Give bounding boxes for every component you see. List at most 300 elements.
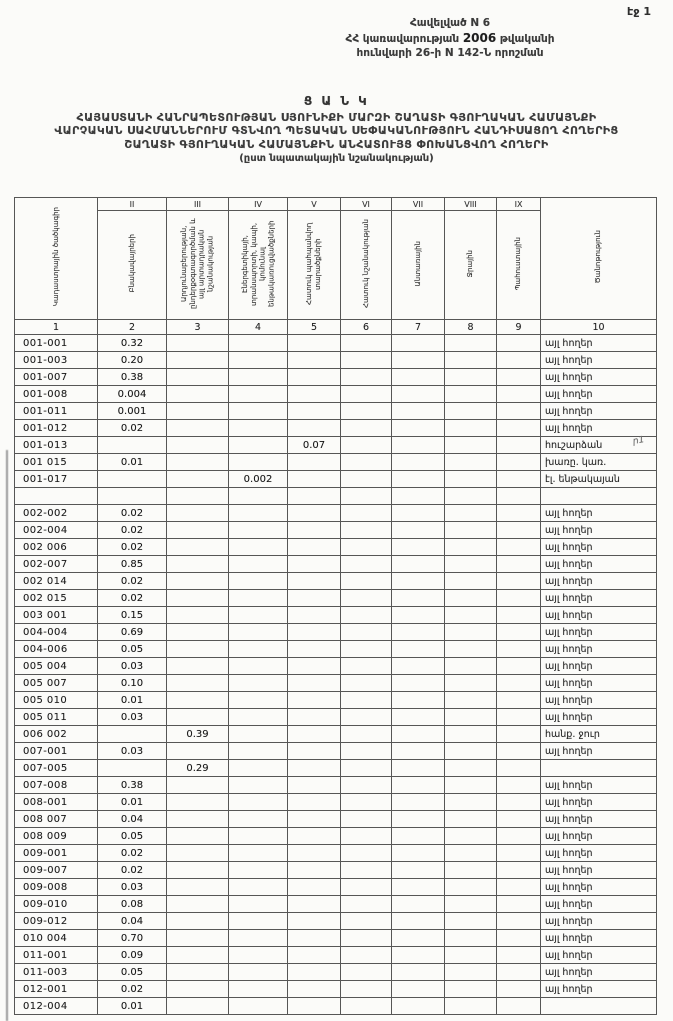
- value-cell: [392, 369, 445, 386]
- table-row: [15, 930, 657, 947]
- value-cell: [392, 743, 445, 760]
- value-cell: 0.38: [98, 777, 167, 794]
- value-cell: [288, 845, 341, 862]
- value-cell: [167, 675, 229, 692]
- value-cell: [167, 624, 229, 641]
- value-cell: [392, 913, 445, 930]
- value-cell: [445, 624, 497, 641]
- value-cell: [497, 488, 541, 505]
- value-cell: [167, 386, 229, 403]
- value-cell: [341, 879, 392, 896]
- value-cell: [229, 743, 288, 760]
- value-cell: [341, 964, 392, 981]
- value-cell: [167, 913, 229, 930]
- category-header-label: Հատուկ նշանակության: [361, 218, 370, 309]
- code-cell: 012-004: [15, 998, 98, 1015]
- value-cell: [167, 420, 229, 437]
- value-cell: [497, 556, 541, 573]
- note-cell: այլ հողեր: [541, 794, 657, 811]
- value-cell: [98, 471, 167, 488]
- code-cell: 008 007: [15, 811, 98, 828]
- table-row: [15, 454, 657, 471]
- value-cell: [341, 726, 392, 743]
- value-cell: 0.05: [98, 828, 167, 845]
- column-numbers-row: [15, 320, 657, 335]
- value-cell: [167, 352, 229, 369]
- scan-edge-artifact: [6, 450, 8, 1021]
- table-row: [15, 981, 657, 998]
- note-cell: այլ հողեր: [541, 505, 657, 522]
- value-cell: [445, 420, 497, 437]
- value-cell: [229, 862, 288, 879]
- value-cell: 0.70: [98, 930, 167, 947]
- table-row: [15, 845, 657, 862]
- value-cell: [229, 437, 288, 454]
- value-cell: [229, 726, 288, 743]
- value-cell: [229, 624, 288, 641]
- value-cell: [288, 913, 341, 930]
- note-cell: այլ հողեր: [541, 981, 657, 998]
- value-cell: [445, 505, 497, 522]
- value-cell: [288, 828, 341, 845]
- annex-year: 2006: [462, 31, 497, 46]
- column-number: 1: [15, 320, 98, 335]
- code-cell: 007-005: [15, 760, 98, 777]
- value-cell: [392, 641, 445, 658]
- value-cell: [445, 743, 497, 760]
- table-row: [15, 573, 657, 590]
- value-cell: [341, 760, 392, 777]
- category-header-label: Բնակավայրերի: [127, 234, 136, 293]
- value-cell: [497, 369, 541, 386]
- value-cell: [229, 981, 288, 998]
- value-cell: [341, 539, 392, 556]
- value-cell: [341, 930, 392, 947]
- value-cell: [445, 590, 497, 607]
- value-cell: [167, 641, 229, 658]
- title-subline: (ըստ նպատակային նշանակության): [239, 153, 434, 165]
- value-cell: [445, 760, 497, 777]
- value-cell: [167, 981, 229, 998]
- value-cell: [341, 845, 392, 862]
- value-cell: [392, 896, 445, 913]
- value-cell: [288, 488, 341, 505]
- note-cell: այլ հողեր: [541, 913, 657, 930]
- value-cell: [341, 794, 392, 811]
- value-cell: [497, 777, 541, 794]
- value-cell: [392, 777, 445, 794]
- value-cell: 0.04: [98, 811, 167, 828]
- roman-numeral: III: [167, 198, 229, 211]
- value-cell: [98, 437, 167, 454]
- value-cell: [392, 437, 445, 454]
- value-cell: [167, 930, 229, 947]
- note-cell: այլ հողեր: [541, 692, 657, 709]
- value-cell: [341, 573, 392, 590]
- note-cell: այլ հողեր: [541, 879, 657, 896]
- value-cell: [392, 488, 445, 505]
- code-cell: 001-003: [15, 352, 98, 369]
- value-cell: [341, 743, 392, 760]
- value-cell: [497, 760, 541, 777]
- note-cell: այլ հողեր: [541, 709, 657, 726]
- value-cell: [288, 862, 341, 879]
- table-row: [15, 794, 657, 811]
- value-cell: [392, 692, 445, 709]
- code-cell: 001-013: [15, 437, 98, 454]
- code-cell: 009-007: [15, 862, 98, 879]
- value-cell: [229, 828, 288, 845]
- value-cell: [445, 658, 497, 675]
- table-row: [15, 692, 657, 709]
- value-cell: 0.10: [98, 675, 167, 692]
- value-cell: [341, 913, 392, 930]
- column-number: 3: [167, 320, 229, 335]
- annex-reference-block: [316, 16, 584, 61]
- note-cell: այլ հողեր: [541, 930, 657, 947]
- value-cell: [288, 675, 341, 692]
- value-cell: 0.002: [229, 471, 288, 488]
- value-cell: [288, 573, 341, 590]
- value-cell: 0.09: [98, 947, 167, 964]
- value-cell: [229, 811, 288, 828]
- value-cell: [392, 624, 445, 641]
- note-cell: էլ. ենթակայան: [541, 471, 657, 488]
- code-cell: 005 011: [15, 709, 98, 726]
- value-cell: [497, 386, 541, 403]
- value-cell: [229, 488, 288, 505]
- value-cell: [445, 692, 497, 709]
- table-row: [15, 607, 657, 624]
- value-cell: [392, 998, 445, 1015]
- value-cell: 0.04: [98, 913, 167, 930]
- value-cell: [392, 811, 445, 828]
- value-cell: 0.69: [98, 624, 167, 641]
- value-cell: [341, 896, 392, 913]
- value-cell: [445, 913, 497, 930]
- category-header: [288, 211, 341, 320]
- value-cell: [497, 981, 541, 998]
- value-cell: [445, 675, 497, 692]
- note-cell: հանք. ջուր: [541, 726, 657, 743]
- value-cell: [341, 624, 392, 641]
- value-cell: 0.08: [98, 896, 167, 913]
- value-cell: [445, 709, 497, 726]
- table-row: [15, 862, 657, 879]
- value-cell: 0.03: [98, 743, 167, 760]
- value-cell: [341, 981, 392, 998]
- value-cell: [98, 760, 167, 777]
- note-cell: այլ հողեր: [541, 862, 657, 879]
- code-cell: 001-012: [15, 420, 98, 437]
- value-cell: [229, 998, 288, 1015]
- note-cell: այլ հողեր: [541, 386, 657, 403]
- value-cell: [392, 675, 445, 692]
- value-cell: [341, 471, 392, 488]
- value-cell: [288, 369, 341, 386]
- value-cell: [445, 437, 497, 454]
- value-cell: [445, 726, 497, 743]
- value-cell: [392, 794, 445, 811]
- annex-gov-prefix: ՀՀ կառավարության: [345, 33, 460, 46]
- value-cell: 0.01: [98, 454, 167, 471]
- code-cell: 004-006: [15, 641, 98, 658]
- value-cell: [98, 488, 167, 505]
- value-cell: [167, 709, 229, 726]
- category-header-label: Արդյունաբերության, ընդերքօգտագործման և այլ արտադրական նշանակության: [180, 218, 215, 309]
- value-cell: [445, 879, 497, 896]
- land-table: [14, 197, 657, 1015]
- value-cell: [497, 998, 541, 1015]
- value-cell: [229, 454, 288, 471]
- value-cell: [497, 624, 541, 641]
- value-cell: [445, 947, 497, 964]
- value-cell: [392, 607, 445, 624]
- annex-decision-line: հունվարի 26-ի N 142-Ն որոշման: [356, 47, 544, 60]
- value-cell: [341, 437, 392, 454]
- table-row: [15, 964, 657, 981]
- cadastral-code-header-label: Կադաստրային ծածկագիր: [51, 207, 60, 307]
- value-cell: [288, 981, 341, 998]
- value-cell: [392, 658, 445, 675]
- table-row: [15, 811, 657, 828]
- table-row: [15, 471, 657, 488]
- note-cell: այլ հողեր: [541, 964, 657, 981]
- value-cell: [288, 641, 341, 658]
- roman-numeral: VI: [341, 198, 392, 211]
- value-cell: [229, 522, 288, 539]
- table-row: [15, 624, 657, 641]
- code-cell: 002-002: [15, 505, 98, 522]
- value-cell: [167, 828, 229, 845]
- value-cell: [229, 947, 288, 964]
- value-cell: [167, 692, 229, 709]
- code-cell: 001-007: [15, 369, 98, 386]
- note-cell: այլ հողեր: [541, 539, 657, 556]
- value-cell: [98, 726, 167, 743]
- table-row: [15, 420, 657, 437]
- value-cell: [497, 896, 541, 913]
- value-cell: [167, 590, 229, 607]
- value-cell: [341, 488, 392, 505]
- value-cell: [497, 726, 541, 743]
- value-cell: [288, 352, 341, 369]
- code-cell: 009-012: [15, 913, 98, 930]
- value-cell: 0.01: [98, 692, 167, 709]
- value-cell: [167, 896, 229, 913]
- value-cell: [392, 420, 445, 437]
- note-cell: այլ հողեր: [541, 675, 657, 692]
- value-cell: [497, 794, 541, 811]
- column-number: 10: [541, 320, 657, 335]
- value-cell: 0.02: [98, 845, 167, 862]
- value-cell: [341, 709, 392, 726]
- column-number: 7: [392, 320, 445, 335]
- value-cell: 0.39: [167, 726, 229, 743]
- note-cell: այլ հողեր: [541, 335, 657, 352]
- table-row: [15, 896, 657, 913]
- value-cell: [167, 539, 229, 556]
- value-cell: [497, 352, 541, 369]
- table-row: [15, 675, 657, 692]
- value-cell: [229, 352, 288, 369]
- value-cell: [288, 607, 341, 624]
- table-row: [15, 777, 657, 794]
- table-row: [15, 828, 657, 845]
- value-cell: [497, 811, 541, 828]
- value-cell: [167, 556, 229, 573]
- category-header: [341, 211, 392, 320]
- value-cell: [229, 845, 288, 862]
- value-cell: 0.32: [98, 335, 167, 352]
- value-cell: [392, 862, 445, 879]
- value-cell: [497, 692, 541, 709]
- value-cell: [167, 335, 229, 352]
- value-cell: [229, 556, 288, 573]
- value-cell: [497, 862, 541, 879]
- code-cell: 001 015: [15, 454, 98, 471]
- value-cell: [341, 692, 392, 709]
- value-cell: [497, 590, 541, 607]
- value-cell: [288, 811, 341, 828]
- roman-numeral: IV: [229, 198, 288, 211]
- note-cell: հուշարձան: [541, 437, 657, 454]
- value-cell: [445, 403, 497, 420]
- value-cell: [497, 879, 541, 896]
- value-cell: [288, 743, 341, 760]
- table-row: [15, 913, 657, 930]
- note-cell: այլ հողեր: [541, 896, 657, 913]
- title-caption: Ց Ա Ն Կ: [303, 94, 370, 108]
- value-cell: [392, 403, 445, 420]
- value-cell: [167, 522, 229, 539]
- value-cell: 0.02: [98, 539, 167, 556]
- table-row: [15, 335, 657, 352]
- value-cell: [229, 403, 288, 420]
- note-cell: [541, 760, 657, 777]
- category-header: [445, 211, 497, 320]
- value-cell: [392, 760, 445, 777]
- code-cell: 002 014: [15, 573, 98, 590]
- value-cell: [392, 981, 445, 998]
- value-cell: [392, 879, 445, 896]
- page-number-label: էջ 1: [627, 5, 651, 18]
- value-cell: [392, 573, 445, 590]
- table-row: [15, 947, 657, 964]
- table-row: [15, 709, 657, 726]
- note-cell: այլ հողեր: [541, 403, 657, 420]
- code-cell: 002 015: [15, 590, 98, 607]
- value-cell: [288, 505, 341, 522]
- value-cell: [288, 879, 341, 896]
- value-cell: [445, 794, 497, 811]
- code-cell: 010 004: [15, 930, 98, 947]
- value-cell: [497, 403, 541, 420]
- value-cell: [288, 556, 341, 573]
- value-cell: [497, 573, 541, 590]
- value-cell: 0.03: [98, 709, 167, 726]
- note-cell: այլ հողեր: [541, 947, 657, 964]
- annex-gov-line: [316, 30, 584, 46]
- value-cell: [167, 573, 229, 590]
- annex-title: Հավելված N 6: [409, 17, 491, 29]
- value-cell: [288, 709, 341, 726]
- code-cell: 005 004: [15, 658, 98, 675]
- roman-numeral: V: [288, 198, 341, 211]
- value-cell: [167, 845, 229, 862]
- value-cell: [288, 658, 341, 675]
- column-number: 6: [341, 320, 392, 335]
- value-cell: [497, 335, 541, 352]
- value-cell: [445, 454, 497, 471]
- value-cell: [445, 828, 497, 845]
- value-cell: [445, 811, 497, 828]
- value-cell: [167, 947, 229, 964]
- value-cell: [288, 794, 341, 811]
- value-cell: 0.29: [167, 760, 229, 777]
- value-cell: [288, 930, 341, 947]
- value-cell: [288, 539, 341, 556]
- value-cell: [288, 471, 341, 488]
- value-cell: [445, 641, 497, 658]
- value-cell: [288, 964, 341, 981]
- value-cell: [445, 352, 497, 369]
- value-cell: [445, 845, 497, 862]
- note-cell: այլ հողեր: [541, 624, 657, 641]
- value-cell: [288, 726, 341, 743]
- value-cell: [167, 794, 229, 811]
- value-cell: [445, 522, 497, 539]
- cadastral-code-header: [15, 198, 98, 320]
- value-cell: [497, 675, 541, 692]
- column-number: 9: [497, 320, 541, 335]
- note-cell: այլ հողեր: [541, 777, 657, 794]
- value-cell: [392, 845, 445, 862]
- value-cell: [288, 947, 341, 964]
- value-cell: [497, 437, 541, 454]
- value-cell: [341, 675, 392, 692]
- value-cell: [229, 794, 288, 811]
- value-cell: [392, 352, 445, 369]
- value-cell: [229, 675, 288, 692]
- value-cell: 0.07: [288, 437, 341, 454]
- value-cell: [229, 573, 288, 590]
- value-cell: [445, 964, 497, 981]
- table-row: [15, 369, 657, 386]
- value-cell: [167, 998, 229, 1015]
- value-cell: [229, 335, 288, 352]
- value-cell: [167, 777, 229, 794]
- value-cell: [497, 522, 541, 539]
- value-cell: 0.02: [98, 420, 167, 437]
- value-cell: [341, 335, 392, 352]
- value-cell: [341, 454, 392, 471]
- value-cell: [497, 607, 541, 624]
- table-row: [15, 998, 657, 1015]
- value-cell: [229, 692, 288, 709]
- value-cell: [341, 828, 392, 845]
- value-cell: [392, 539, 445, 556]
- value-cell: [445, 862, 497, 879]
- value-cell: [229, 709, 288, 726]
- code-cell: 002 006: [15, 539, 98, 556]
- column-number: 8: [445, 320, 497, 335]
- value-cell: [341, 403, 392, 420]
- code-cell: 009-008: [15, 879, 98, 896]
- roman-numeral: VII: [392, 198, 445, 211]
- value-cell: [229, 386, 288, 403]
- note-cell: խառը. կառ.: [541, 454, 657, 471]
